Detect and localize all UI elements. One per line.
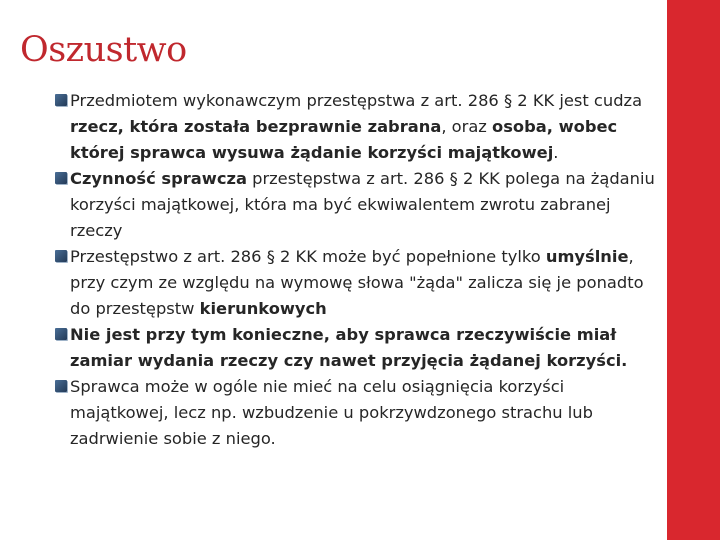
square-bullet-icon (55, 250, 67, 262)
slide-title: Oszustwo (20, 30, 187, 70)
bold-text-segment: umyślnie (545, 247, 629, 266)
bullet-item (42, 322, 660, 374)
square-bullet-icon (55, 94, 67, 106)
text-segment: przestępstwa z art. 286 § 2 KK polega na żądaniu korzyści majątkowej, która ma być ekwiwalentem zwrotu zabranej rzeczy (70, 169, 655, 240)
text-segment: Sprawca może w ogóle nie mieć na celu osiągnięcia korzyści majątkowej, lecz np. wzbudzenie u pokrzywdzonego strachu lub zadrwienie sobie z niego. (70, 377, 593, 448)
bullet-list (42, 88, 660, 452)
bullet-item (42, 374, 660, 452)
bold-text-segment: Nie jest przy tym konieczne, aby sprawca rzeczywiście miał zamiar wydania rzeczy czy nawet przyjęcia żądanej korzyści. (70, 325, 628, 370)
text-segment: Przedmiotem wykonawczym przestępstwa z art. 286 § 2 KK jest cudza (70, 91, 643, 110)
text-segment: Przestępstwo z art. 286 § 2 KK może być popełnione tylko (70, 247, 546, 266)
accent-band (667, 0, 720, 540)
bold-text-segment: Czynność sprawcza (70, 169, 247, 188)
text-segment: , oraz (441, 117, 493, 136)
bullet-item (42, 166, 660, 244)
square-bullet-icon (55, 172, 67, 184)
bold-text-segment: kierunkowych (199, 299, 327, 318)
bullet-item (42, 88, 660, 166)
square-bullet-icon (55, 380, 67, 392)
text-segment: , przy czym ze względu na wymowę słowa "żąda" zalicza się je ponadto do przestępstw (70, 247, 644, 318)
bold-text-segment: rzecz, która została bezprawnie zabrana (70, 117, 442, 136)
text-segment: . (553, 143, 559, 162)
bullet-item (42, 244, 660, 322)
bold-text-segment: osoba, wobec której sprawca wysuwa żądanie korzyści majątkowej (70, 117, 618, 162)
square-bullet-icon (55, 328, 67, 340)
